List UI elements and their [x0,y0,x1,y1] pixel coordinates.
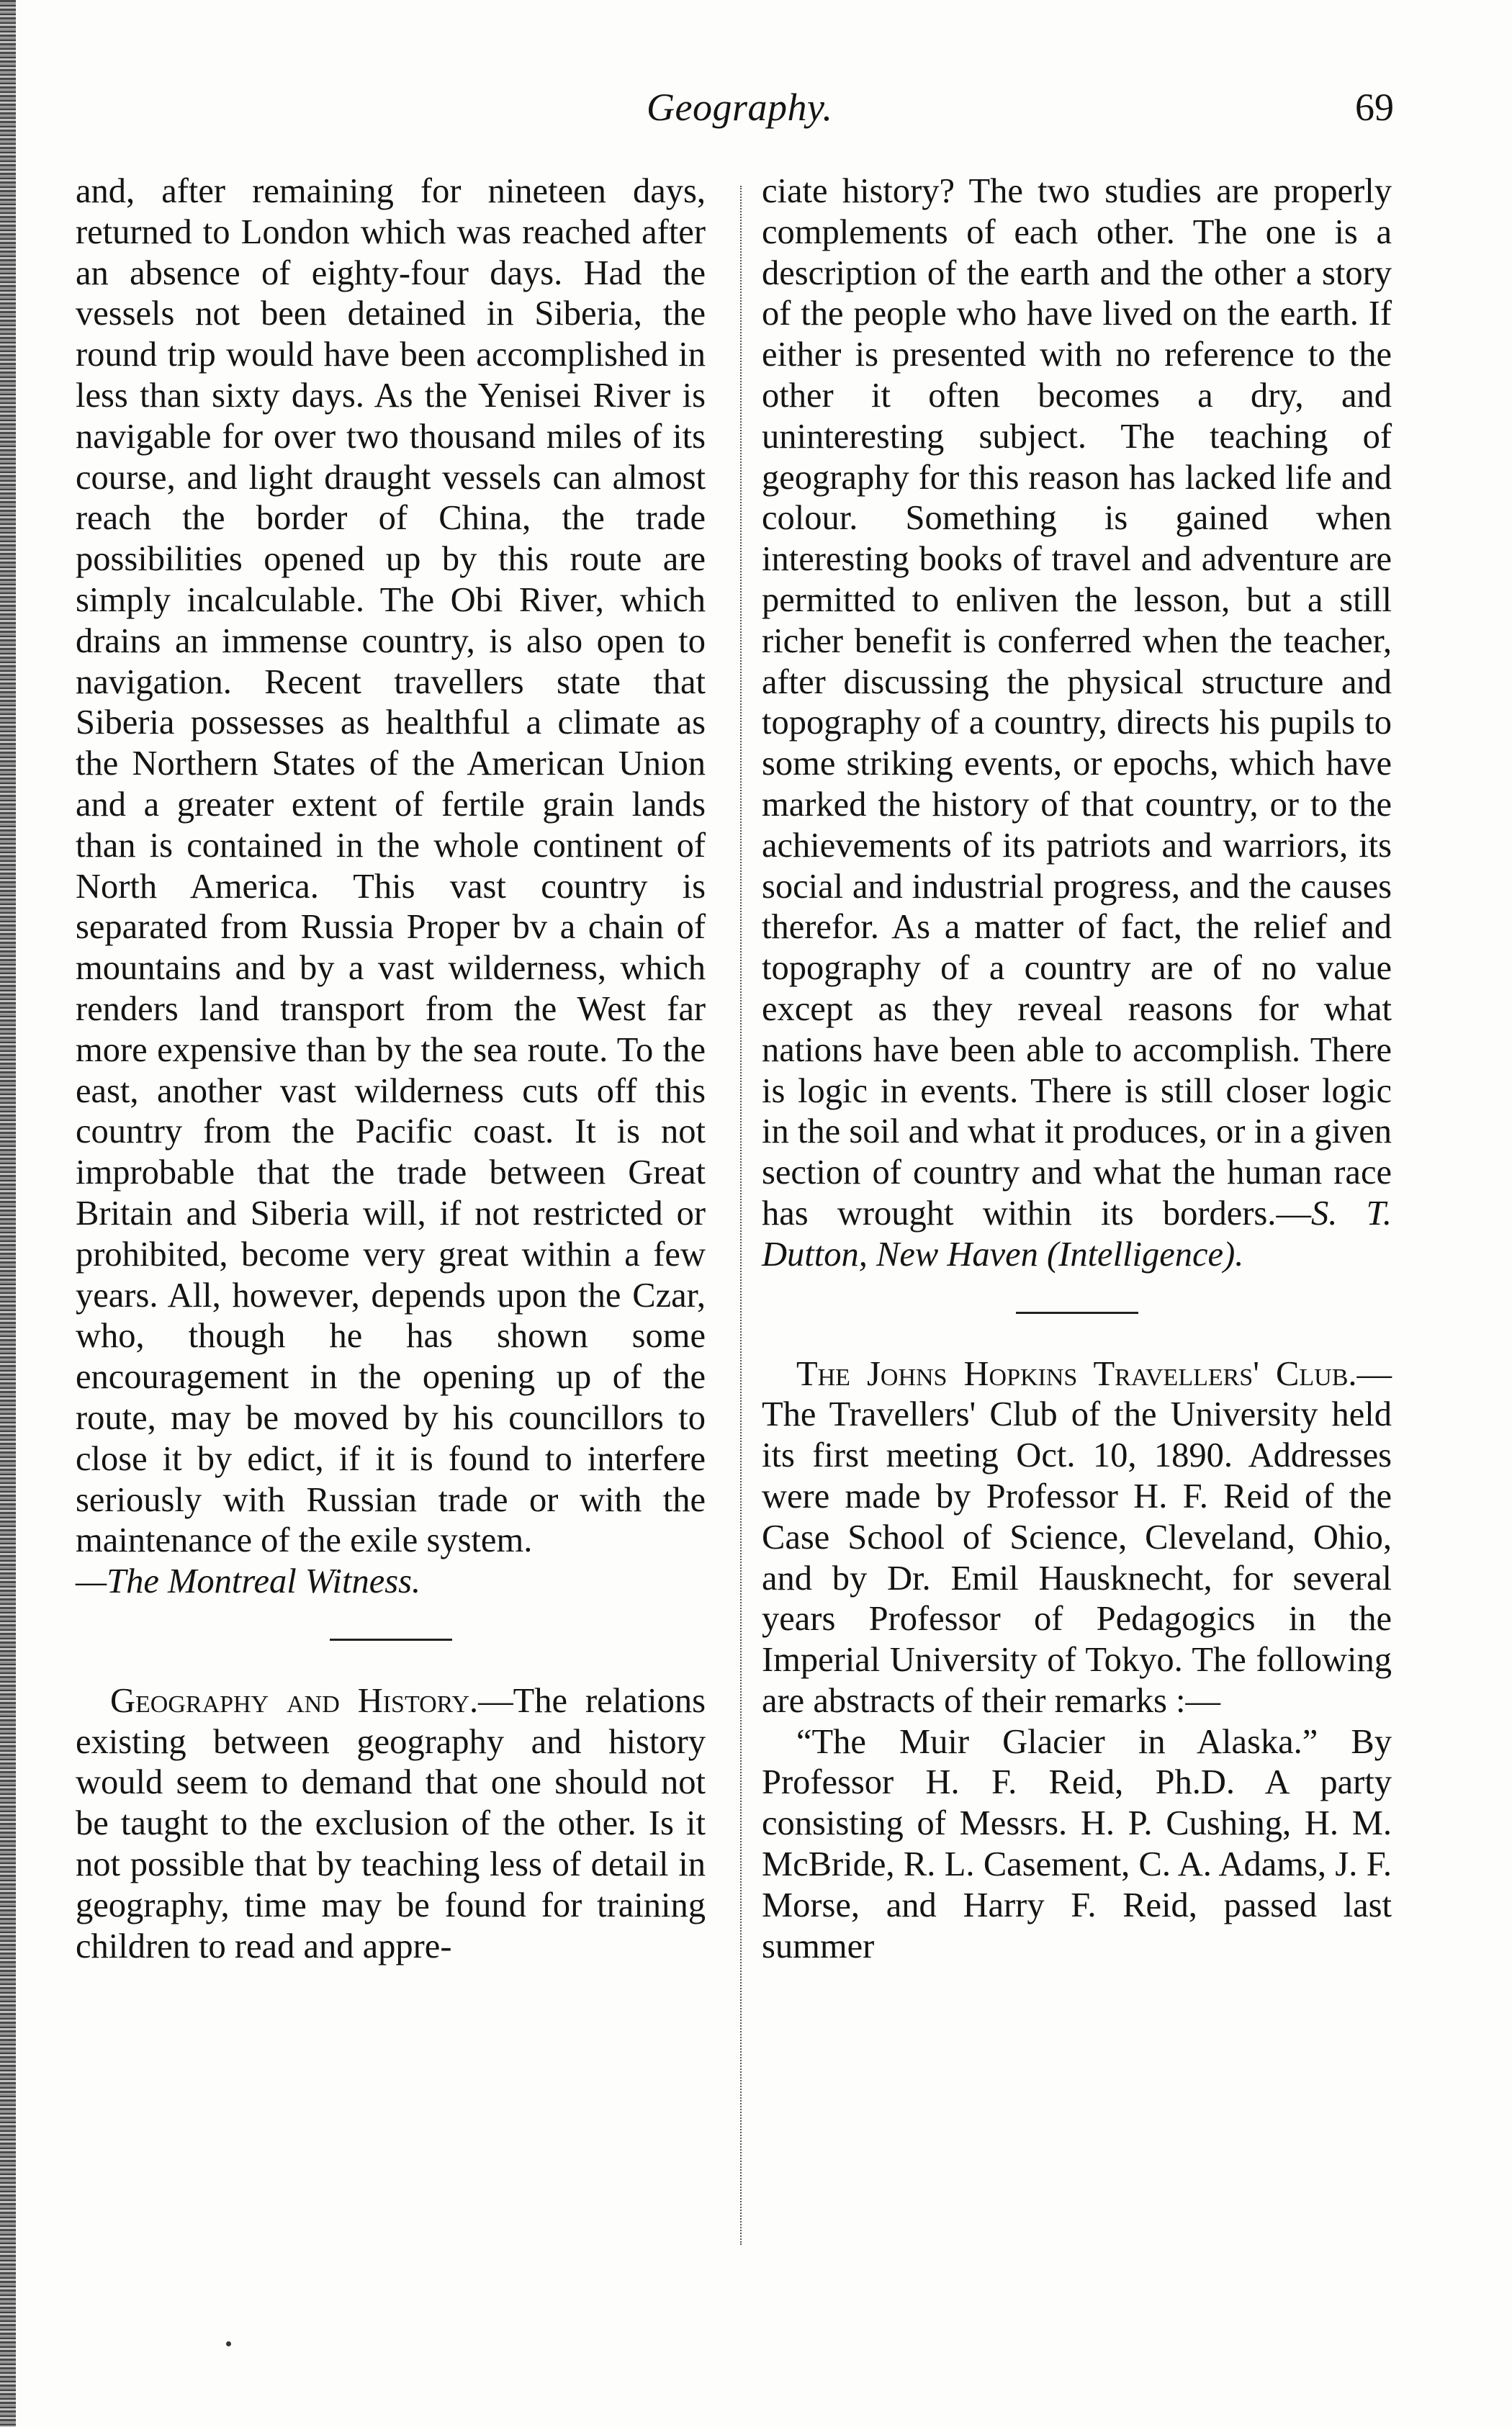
ink-speck [226,2341,231,2346]
article-heading: Geography and History. [110,1681,479,1720]
column-divider [740,186,742,2245]
article-geography-history-continuation [762,171,1392,1276]
source-montreal-witness: —The Montreal Witness. [76,1562,421,1601]
article-siberia-continuation: and, after remaining for nineteen days, returned to London which was reached after an absence of eighty-four days. Had the vessels not been detained in Siberia, the round trip would have been accomplished in less than sixty days. As the Yenisei River is navigable for over two thousand miles of its course, and light draught vessels can almost reach the border of China, the trade possibilities opened up by this route are simply incalculable. The Obi River, which drains an immense country, is also open to navigation. Recent travellers state that Siberia possesses as healthful a climate as the Northern States of the American Union and a greater extent of fertile grain lands than is contained in the whole continent of North America. This vast country is separated from Russia Proper bv a chain of mountains and by a vast wilderness, which renders land transport from the West far more expensive than by the sea route. To the east, another vast wilderness cuts off this country from the Pacific coast. It is not improbable that the trade between Great Britain and Siberia will, if not restricted or prohibited, become very great within a few years. All, however, depends upon the Czar, who, though he has shown some encouragement in the opening up of the route, may be moved by his councillors to close it by edict, if it is found to interfere seriously with Russian trade or with the maintenance of the exile system. [76,172,706,1560]
page-binding-edge [0,0,16,2427]
left-column [76,171,706,1967]
source-dutton: S. T. Dutton, New Haven [762,1194,1392,1274]
article-heading: The Johns Hopkins Travellers' Club. [796,1354,1357,1393]
article-body: —The relations existing between geography and history would seem to demand that one should not be taught to the exclusion of the other. Is it not possible that by teaching less of detail in geography, time may be found for training children to read and appre- [76,1681,706,1966]
right-column [762,171,1392,1967]
article-travellers-club [762,1354,1392,1722]
article-muir-glacier: “The Muir Glacier in Alaska.” By Professor H. F. Reid, Ph.D. A party consisting of Messrs. H. P. Cushing, H. M. McBride, R. L. Casement, C. A. Adams, J. F. Morse, and Harry F. Reid, passed last summer [762,1722,1392,1966]
source-intelligence: (Intelligence). [1047,1235,1244,1274]
article-body: ciate history? The two studies are properly complements of each other. The one is a description of the earth and the other a story of the people who have lived on the earth. If either is presented with no reference to the other it often becomes a dry, and uninteresting subject. The teaching of geography for this reason has lacked life and colour. Something is gained when interesting books of travel and adventure are permitted to enliven the lesson, but a still richer benefit is conferred when the teacher, after discussing the physical structure and topography of a country, directs his pupils to some striking events, or epochs, which have marked the history of that country, or to the achievements of its patriots and warriors, its social and industrial progress, and the causes therefor. As a matter of fact, the relief and topography of a country are of no value except as they reveal reasons for what nations have been able to accomplish. There is logic in events. There is still closer logic in the soil and what it produces, or in a given section of country and what the human race has wrought within its borders. [762,172,1392,1233]
section-divider [1016,1312,1138,1314]
section-divider [330,1639,452,1641]
running-title: Geography. [647,86,833,129]
article-geography-history [76,1681,706,1968]
article-body: —The Travellers' Club of the University held its first meeting Oct. 10, 1890. Addresses were made by Professor H. F. Reid of the Case School of Science, Cleveland, Ohio, and by Dr. Emil Hausknecht, for several years Professor of Pedagogics in the Imperial University of Tokyo. The following are abstracts of their remarks :— [762,1354,1392,1720]
page-number: 69 [1355,86,1394,129]
source-dash: — [1276,1194,1311,1233]
